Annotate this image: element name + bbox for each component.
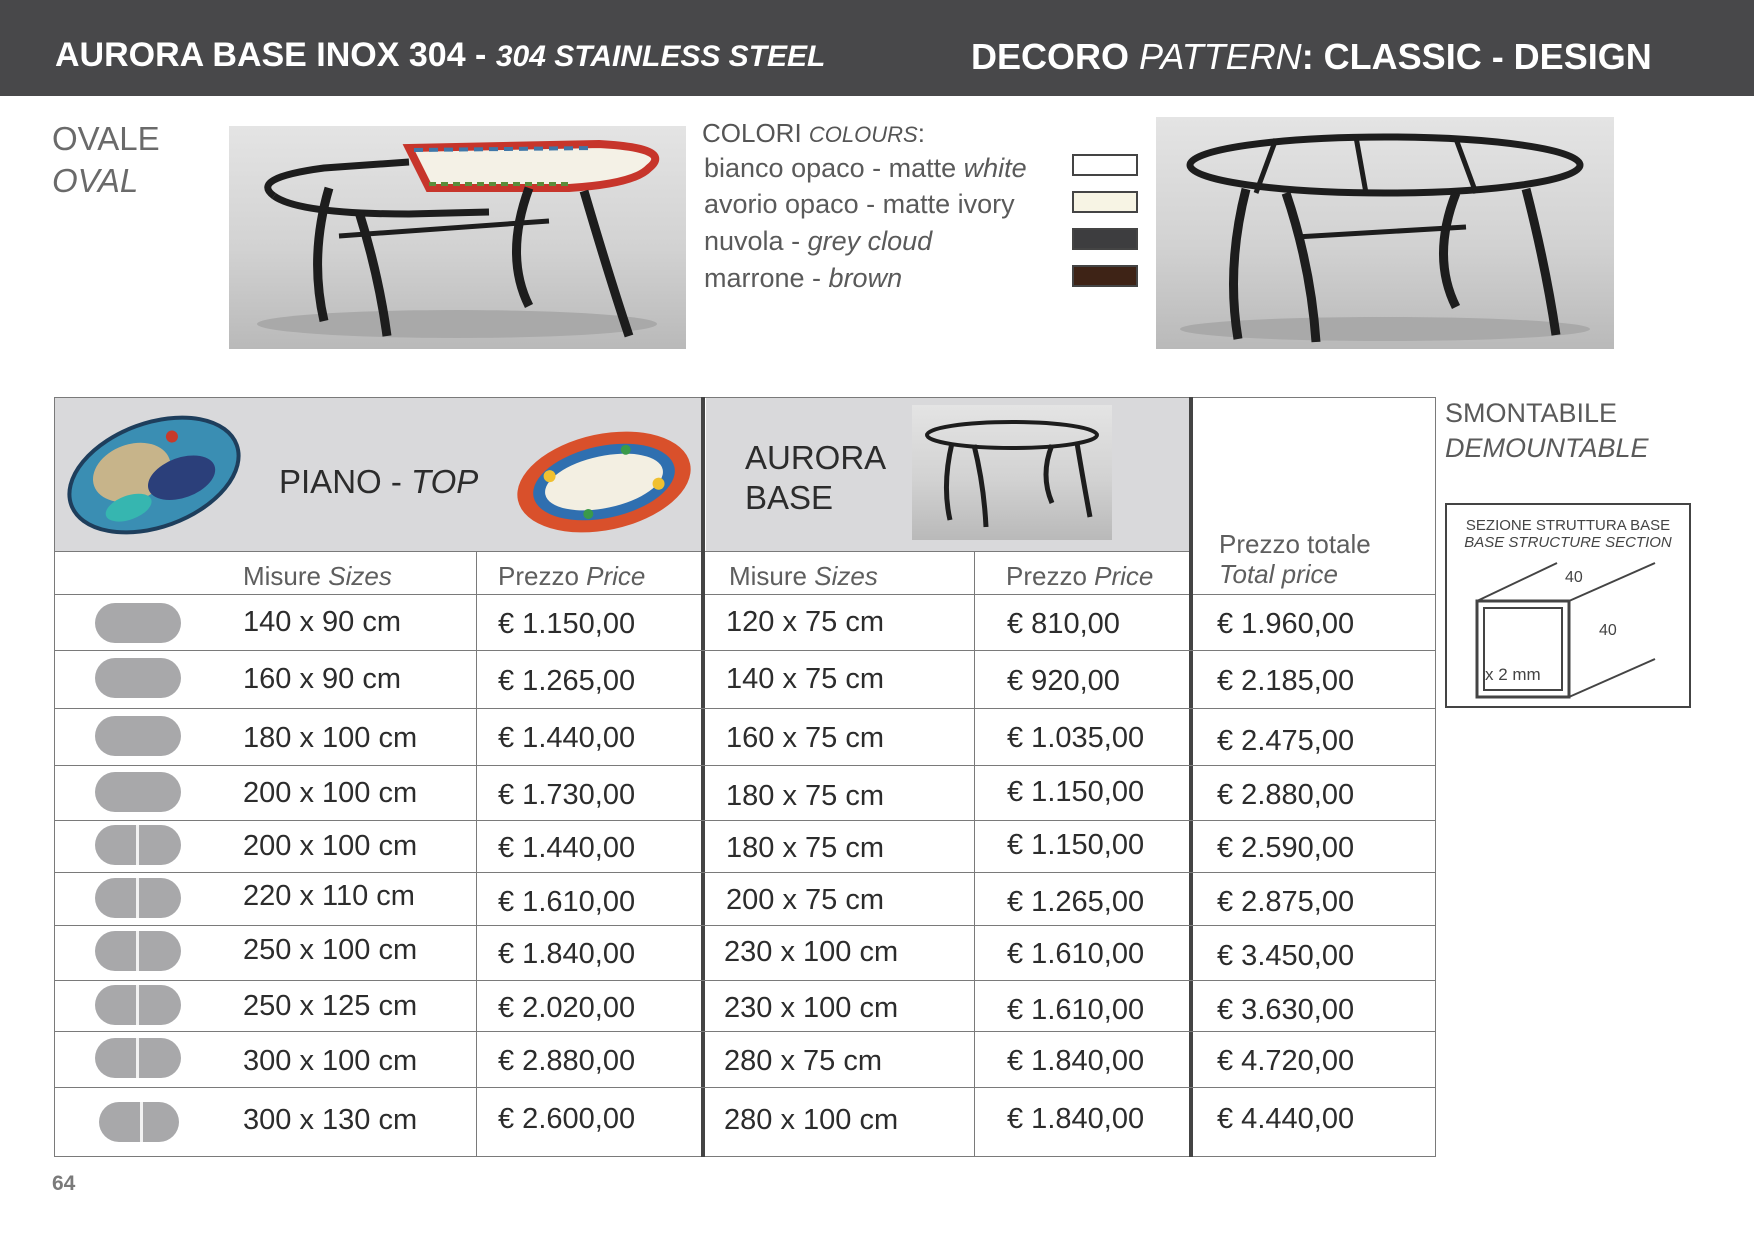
- extendable-oval-shape-icon: [99, 1102, 179, 1142]
- top-price-cell: € 1.150,00: [498, 608, 636, 640]
- total-price-cell: € 2.185,00: [1217, 665, 1355, 697]
- row-divider: [54, 708, 1436, 709]
- oval-shape-icon: [95, 658, 181, 698]
- colours-title: COLORI COLOURS:: [702, 118, 925, 148]
- top-size-cell: 180 x 100 cm: [243, 722, 418, 754]
- base-total-section-divider: [1189, 397, 1193, 1157]
- row-divider: [54, 1031, 1436, 1032]
- swatch-ivory: [1072, 191, 1138, 213]
- top-price-cell: € 2.020,00: [498, 992, 636, 1024]
- table-top-border: [54, 397, 1189, 398]
- top-size-cell: 200 x 100 cm: [243, 830, 418, 862]
- swatch-white: [1072, 154, 1138, 176]
- row-divider: [54, 925, 1436, 926]
- base-size-cell: 180 x 75 cm: [726, 832, 884, 864]
- base-price-cell: € 1.265,00: [1007, 886, 1145, 918]
- top-price-header: Prezzo Price: [498, 561, 646, 591]
- mosaic-top-floral-image: [512, 425, 697, 540]
- total-price-cell: € 3.630,00: [1217, 994, 1355, 1026]
- top-size-cell: 300 x 130 cm: [243, 1104, 418, 1136]
- total-price-cell: € 4.440,00: [1217, 1103, 1355, 1135]
- header-title: AURORA BASE INOX 304 - 304 STAINLESS STEEL: [55, 36, 826, 74]
- oval-shape-icon: [95, 772, 181, 812]
- colour-label-brown: marrone - brown: [704, 263, 903, 293]
- base-column-title: AURORA BASE: [745, 439, 887, 516]
- shape-label: OVALE OVAL: [52, 120, 160, 199]
- extendable-oval-shape-icon: [95, 985, 181, 1025]
- base-size-cell: 230 x 100 cm: [724, 936, 899, 968]
- base-price-cell: € 1.150,00: [1007, 776, 1145, 808]
- row-divider: [54, 980, 1436, 981]
- top-price-cell: € 1.730,00: [498, 779, 636, 811]
- mosaic-top-blue-image: [64, 405, 244, 545]
- base-photo: [1156, 117, 1614, 349]
- top-size-cell: 250 x 100 cm: [243, 934, 418, 966]
- base-size-cell: 180 x 75 cm: [726, 780, 884, 812]
- colour-label-grey-cloud: nuvola - grey cloud: [704, 226, 933, 256]
- structure-section-diagram: SEZIONE STRUTTURA BASE BASE STRUCTURE SECTION 40 40 x 2 mm: [1445, 503, 1691, 708]
- top-price-cell: € 1.440,00: [498, 832, 636, 864]
- total-price-cell: € 2.590,00: [1217, 832, 1355, 864]
- row-divider: [54, 1087, 1436, 1088]
- tube-section-icon: [1447, 505, 1689, 706]
- top-price-cell: € 1.840,00: [498, 938, 636, 970]
- total-price-cell: € 2.880,00: [1217, 779, 1355, 811]
- colour-label-white: bianco opaco - matte white: [704, 153, 1027, 183]
- header-pattern: DECORO PATTERN: CLASSIC - DESIGN: [971, 36, 1652, 77]
- row-divider: [54, 872, 1436, 873]
- base-size-cell: 230 x 100 cm: [724, 992, 899, 1024]
- total-price-cell: € 4.720,00: [1217, 1045, 1355, 1077]
- base-price-col-divider: [974, 551, 975, 1157]
- base-price-cell: € 1.610,00: [1007, 994, 1145, 1026]
- base-size-cell: 120 x 75 cm: [726, 606, 884, 638]
- page-number: 64: [52, 1172, 76, 1195]
- base-price-cell: € 1.840,00: [1007, 1045, 1145, 1077]
- base-size-cell: 200 x 75 cm: [726, 884, 884, 916]
- row-divider: [54, 650, 1436, 651]
- top-size-cell: 200 x 100 cm: [243, 777, 418, 809]
- total-price-header: Prezzo totale Total price: [1219, 529, 1371, 589]
- top-size-cell: 300 x 100 cm: [243, 1045, 418, 1077]
- total-price-cell: € 2.875,00: [1217, 886, 1355, 918]
- base-price-cell: € 1.035,00: [1007, 722, 1145, 754]
- base-size-cell: 140 x 75 cm: [726, 663, 884, 695]
- base-size-cell: 160 x 75 cm: [726, 722, 884, 754]
- base-sizes-header: Misure Sizes: [729, 561, 878, 591]
- row-divider: [54, 820, 1436, 821]
- top-size-cell: 250 x 125 cm: [243, 990, 418, 1022]
- top-price-cell: € 1.265,00: [498, 665, 636, 697]
- top-size-cell: 220 x 110 cm: [243, 880, 415, 912]
- extendable-oval-shape-icon: [95, 878, 181, 918]
- header-band: [0, 0, 1754, 96]
- top-price-cell: € 2.880,00: [498, 1045, 636, 1077]
- extendable-oval-shape-icon: [95, 931, 181, 971]
- table-bottom-border: [54, 1156, 1436, 1157]
- base-price-cell: € 920,00: [1007, 665, 1120, 697]
- table-photo-with-top: [229, 126, 686, 349]
- total-price-cell: € 1.960,00: [1217, 608, 1355, 640]
- row-divider: [54, 765, 1436, 766]
- base-thumbnail: [912, 405, 1112, 540]
- oval-shape-icon: [95, 716, 181, 756]
- total-price-cell: € 3.450,00: [1217, 940, 1355, 972]
- extendable-oval-shape-icon: [95, 1038, 181, 1078]
- base-size-cell: 280 x 100 cm: [724, 1104, 899, 1136]
- subheader-divider: [54, 594, 1436, 595]
- base-price-cell: € 1.840,00: [1007, 1103, 1145, 1135]
- total-top-border: [1189, 397, 1435, 398]
- total-price-cell: € 2.475,00: [1217, 725, 1355, 757]
- base-size-cell: 280 x 75 cm: [724, 1045, 882, 1077]
- top-base-section-divider: [701, 397, 705, 1157]
- table-right-border: [1435, 397, 1436, 1157]
- swatch-grey-cloud: [1072, 228, 1138, 250]
- swatch-brown: [1072, 265, 1138, 287]
- top-price-col-divider: [476, 551, 477, 1157]
- oval-shape-icon: [95, 603, 181, 643]
- base-price-header: Prezzo Price: [1006, 561, 1154, 591]
- top-column-title: PIANO - TOP: [279, 463, 479, 500]
- demountable-label: SMONTABILE DEMOUNTABLE: [1445, 398, 1649, 463]
- base-price-cell: € 810,00: [1007, 608, 1120, 640]
- top-price-cell: € 1.440,00: [498, 722, 636, 754]
- top-price-cell: € 1.610,00: [498, 886, 636, 918]
- base-price-cell: € 1.150,00: [1007, 829, 1145, 861]
- base-price-cell: € 1.610,00: [1007, 938, 1145, 970]
- colour-label-ivory: avorio opaco - matte ivory: [704, 189, 1015, 219]
- table-left-border: [54, 397, 55, 1157]
- extendable-oval-shape-icon: [95, 825, 181, 865]
- top-sizes-header: Misure Sizes: [243, 561, 392, 591]
- header-band-divider: [54, 551, 1189, 552]
- top-size-cell: 140 x 90 cm: [243, 606, 401, 638]
- top-size-cell: 160 x 90 cm: [243, 663, 401, 695]
- top-price-cell: € 2.600,00: [498, 1103, 636, 1135]
